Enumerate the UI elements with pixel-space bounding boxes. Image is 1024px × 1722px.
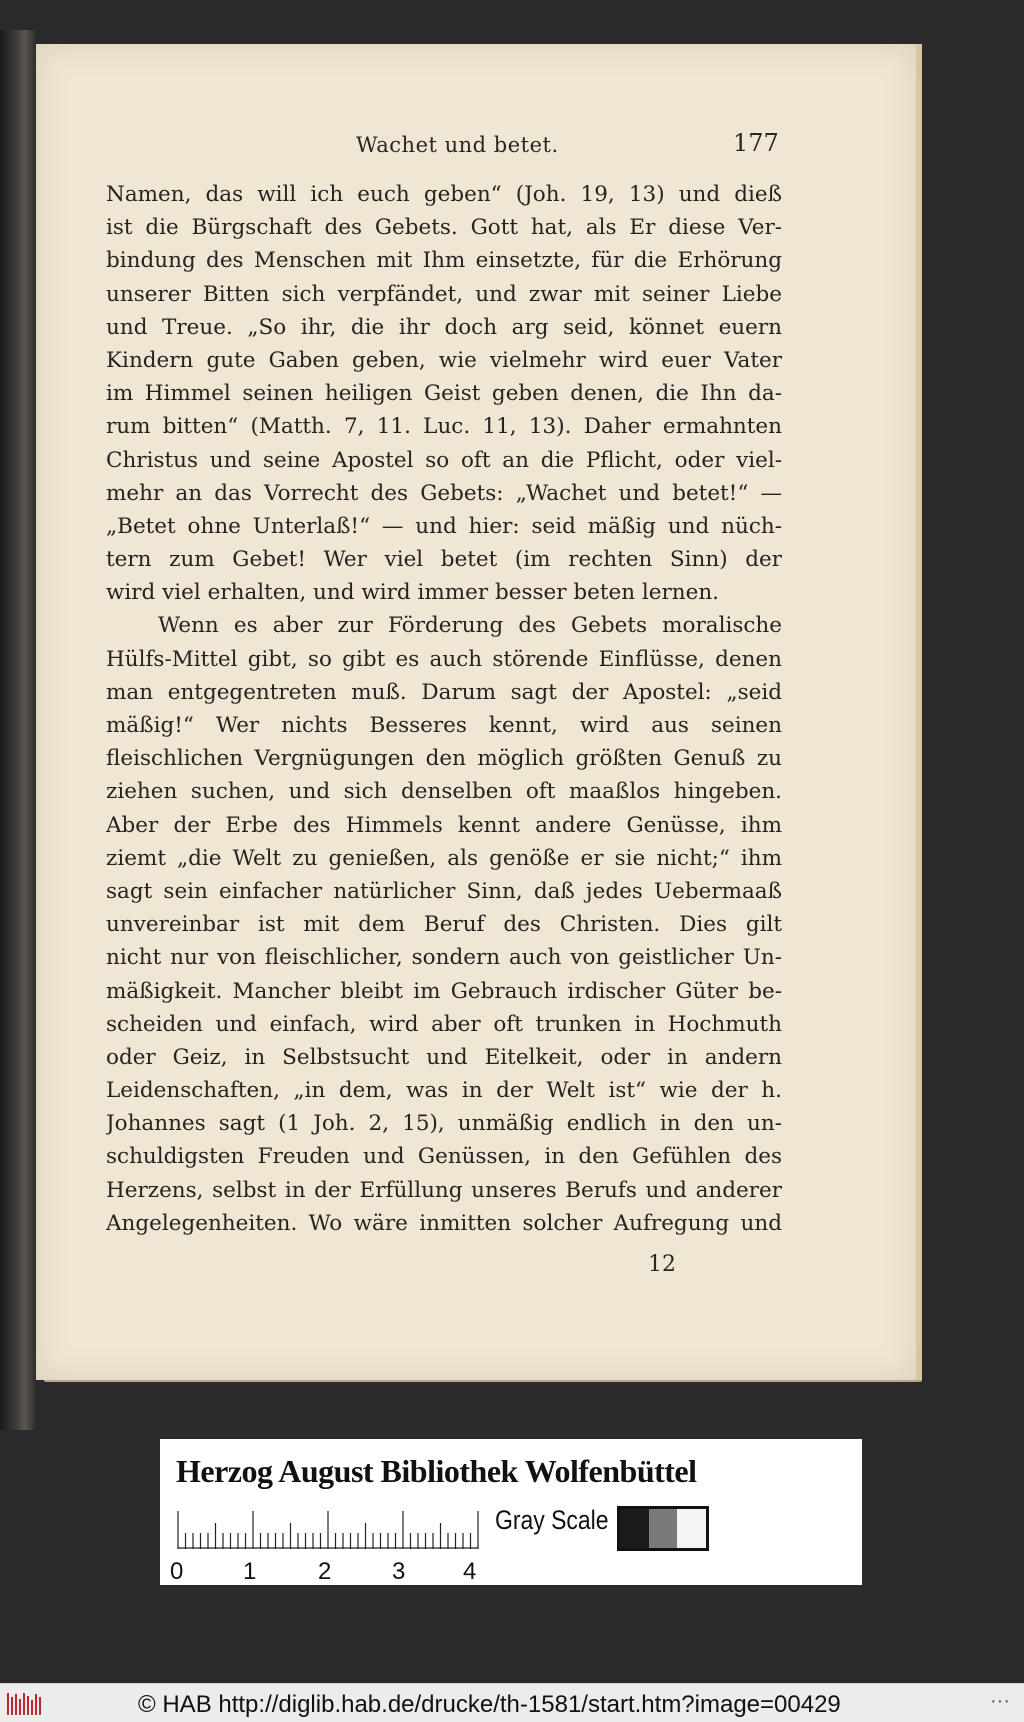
book-binding bbox=[0, 30, 36, 1430]
text-line: Aber der Erbe des Himmels kennt andere Genüsse, ihm bbox=[106, 812, 782, 838]
ruler-number: 3 bbox=[392, 1558, 406, 1585]
text-line: im Himmel seinen heiligen Geist geben denen, die Ihn da- bbox=[106, 381, 782, 407]
gray-swatch bbox=[649, 1509, 678, 1548]
gray-swatch bbox=[620, 1509, 649, 1548]
book-page bbox=[36, 44, 922, 1380]
text-line: Angelegenheiten. Wo wäre inmitten solcher Aufregung und bbox=[106, 1210, 782, 1236]
more-options-icon[interactable]: ··· bbox=[990, 1690, 1010, 1712]
running-title: Wachet und betet. bbox=[356, 133, 559, 157]
running-head bbox=[36, 129, 916, 163]
body-text bbox=[106, 178, 782, 1240]
footer-bar bbox=[0, 1683, 1024, 1722]
page-number: 177 bbox=[733, 129, 779, 157]
text-line: ziemt „die Welt zu genießen, als genöße er sie nicht;“ ihm bbox=[106, 845, 782, 871]
text-line: „Betet ohne Unterlaß!“ — und hier: seid mäßig und nüch- bbox=[106, 513, 782, 539]
text-line: mehr an das Vorrecht des Gebets: „Wachet und betet!“ — bbox=[106, 480, 782, 506]
text-line: fleischlichen Vergnügungen den möglich größten Genuß zu bbox=[106, 746, 782, 772]
text-line: rum bitten“ (Matth. 7, 11. Luc. 11, 13). Daher ermahnten bbox=[106, 414, 782, 440]
library-name: Herzog August Bibliothek Wolfenbüttel bbox=[176, 1453, 697, 1489]
gray-scale-swatch bbox=[617, 1506, 709, 1551]
measurement-ruler bbox=[176, 1509, 481, 1549]
text-line: unserer Bitten sich verpfändet, und zwar mit seiner Liebe bbox=[106, 281, 782, 307]
gray-scale-label: Gray Scale bbox=[495, 1505, 609, 1535]
text-line: und Treue. „So ihr, die ihr doch arg seid, könnet euern bbox=[106, 314, 782, 340]
text-line: oder Geiz, in Selbstsucht und Eitelkeit, oder in andern bbox=[106, 1044, 782, 1070]
copyright-url[interactable]: © HAB http://diglib.hab.de/drucke/th-1581/start.htm?image=00429 bbox=[138, 1691, 841, 1718]
text-line: nicht nur von fleischlicher, sondern auch von geistlicher Un- bbox=[106, 945, 782, 971]
text-line: ist die Bürgschaft des Gebets. Gott hat, als Er diese Ver- bbox=[106, 215, 782, 241]
text-line: mäßigkeit. Mancher bleibt im Gebrauch irdischer Güter be- bbox=[106, 978, 782, 1004]
ruler-number: 0 bbox=[170, 1558, 184, 1585]
text-line: tern zum Gebet! Wer viel betet (im rechten Sinn) der bbox=[106, 547, 782, 573]
text-line: Herzens, selbst in der Erfüllung unseres Berufs und anderer bbox=[106, 1177, 782, 1203]
text-line: man entgegentreten muß. Darum sagt der Apostel: „seid bbox=[106, 679, 782, 705]
text-line: Namen, das will ich euch geben“ (Joh. 19, 13) und dieß bbox=[106, 182, 782, 207]
text-line: Johannes sagt (1 Joh. 2, 15), unmäßig endlich in den un- bbox=[106, 1111, 782, 1137]
text-line: scheiden und einfach, wird aber oft trunken in Hochmuth bbox=[106, 1011, 782, 1037]
gray-swatch bbox=[677, 1509, 706, 1548]
library-card bbox=[160, 1439, 862, 1585]
text-line: bindung des Menschen mit Ihm einsetzte, für die Erhörung bbox=[106, 248, 782, 274]
text-line: mäßig!“ Wer nichts Besseres kennt, wird aus seinen bbox=[106, 713, 782, 738]
text-line: Wenn es aber zur Förderung des Gebets moralische bbox=[158, 613, 782, 639]
text-line: unvereinbar ist mit dem Beruf des Christen. Dies gilt bbox=[106, 912, 782, 938]
text-line: schuldigsten Freuden und Genüssen, in den Gefühlen des bbox=[106, 1144, 782, 1170]
text-line: Hülfs-Mittel gibt, so gibt es auch störende Einflüsse, denen bbox=[106, 646, 782, 672]
text-line: Kindern gute Gaben geben, wie vielmehr wird euer Vater bbox=[106, 347, 782, 373]
hab-logo-icon bbox=[6, 1691, 44, 1717]
ruler-number: 4 bbox=[463, 1558, 477, 1585]
text-line: ziehen suchen, und sich denselben oft maaßlos hingeben. bbox=[106, 779, 782, 805]
ruler-number: 2 bbox=[318, 1558, 332, 1585]
ruler-number: 1 bbox=[243, 1558, 257, 1585]
signature-mark: 12 bbox=[648, 1252, 676, 1277]
text-line: Leidenschaften, „in dem, was in der Welt ist“ wie der h. bbox=[106, 1078, 782, 1104]
text-line: wird viel erhalten, und wird immer besser beten lernen. bbox=[106, 580, 720, 606]
text-line: Christus und seine Apostel so oft an die Pflicht, oder viel- bbox=[106, 447, 782, 473]
text-line: sagt sein einfacher natürlicher Sinn, daß jedes Uebermaaß bbox=[106, 878, 782, 904]
